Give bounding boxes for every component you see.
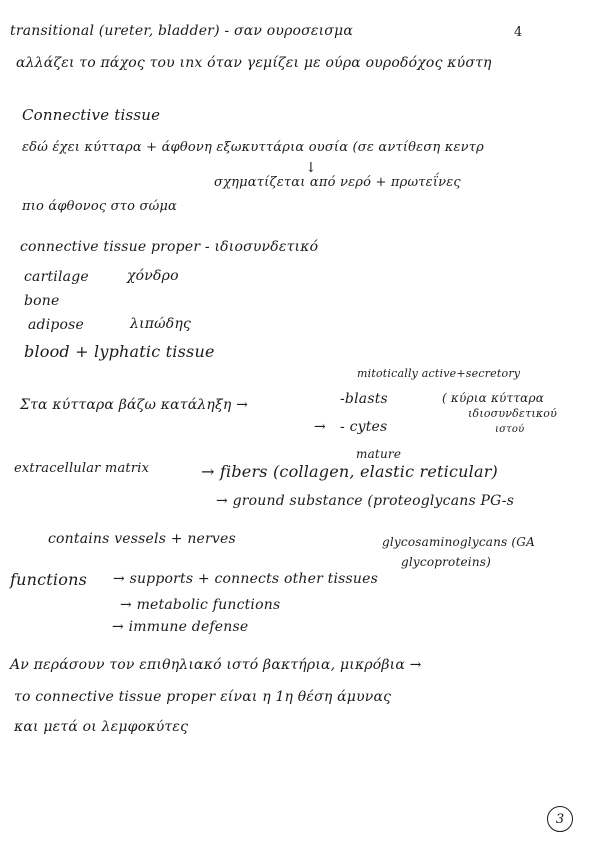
heading-ct-proper: connective tissue proper - ιδιοσυνδετικό [20, 239, 319, 255]
note-cell-suffix: Στα κύτταρα βάζω κατάληξη → [20, 397, 249, 413]
note-glycoproteins: glycoproteins) [401, 555, 492, 569]
note-line-cells-matrix: εδώ έχει κύτταρα + άφθονη εξωκυττάρια ουσία (σε αντίθεση κεντρ [22, 140, 484, 155]
list-item-cartilage: cartilage [24, 269, 89, 285]
note-supports: → supports + connects other tissues [113, 571, 379, 587]
down-arrow-icon: ↓ [305, 160, 317, 176]
note-tissue-greek: ιστού [495, 424, 525, 435]
note-lymphocytes: και μετά οι λεμφοκύτες [14, 719, 189, 735]
heading-connective-tissue: Connective tissue [22, 106, 161, 124]
list-item-blood: blood + lyphatic tissue [24, 342, 215, 361]
note-metabolic: → metabolic functions [120, 597, 281, 613]
list-item-cartilage-greek: χόνδρο [127, 268, 179, 284]
circled-page-mark-label: 3 [555, 811, 565, 827]
note-vessels-nerves: contains vessels + nerves [48, 531, 236, 547]
note-suffix-cytes: - cytes [340, 419, 388, 435]
note-line-water-proteins: σχηματίζεται από νερό + πρωτεΐνες [214, 175, 461, 190]
note-line-transitional: transitional (ureter, bladder) - σαν ουροσεισμα [10, 23, 354, 39]
circled-page-mark [547, 806, 573, 832]
heading-extracellular-matrix: extracellular matrix [14, 461, 150, 476]
note-mitotically-active: mitotically active+secretory [357, 367, 521, 380]
list-item-adipose-greek: λιπώδης [130, 316, 192, 332]
note-ct-proper-greek: ιδιοσυνδετικού [468, 407, 558, 420]
note-suffix-blasts: -blasts [340, 391, 388, 407]
note-gags: glycosaminoglycans (GA [382, 535, 535, 549]
note-first-defense: το connective tissue proper είναι η 1η θέση άμυνας [14, 689, 392, 705]
note-bacteria-entry: Αν περάσουν τον επιθηλιακό ιστό βακτήρια, μικρόβια → [10, 657, 422, 673]
note-immune: → immune defense [112, 619, 249, 635]
note-fibers: → fibers (collagen, elastic reticular) [201, 462, 498, 481]
note-line-bladder: αλλάζει το πάχος του ιnx όταν γεμίζει με ούρα ουροδόχος κύστη [16, 55, 492, 71]
page-number: 4 [514, 25, 523, 40]
list-item-bone: bone [24, 293, 60, 309]
heading-functions: functions [10, 570, 87, 589]
note-main-cells: ( κύρια κύτταρα [442, 391, 545, 405]
arrow-right-icon: → [314, 419, 326, 435]
note-line-abundant: πιο άφθονος στο σώμα [22, 199, 178, 214]
list-item-adipose: adipose [28, 317, 85, 333]
note-ground-substance: → ground substance (proteoglycans PG-s [216, 493, 515, 509]
note-mature: mature [356, 447, 402, 461]
